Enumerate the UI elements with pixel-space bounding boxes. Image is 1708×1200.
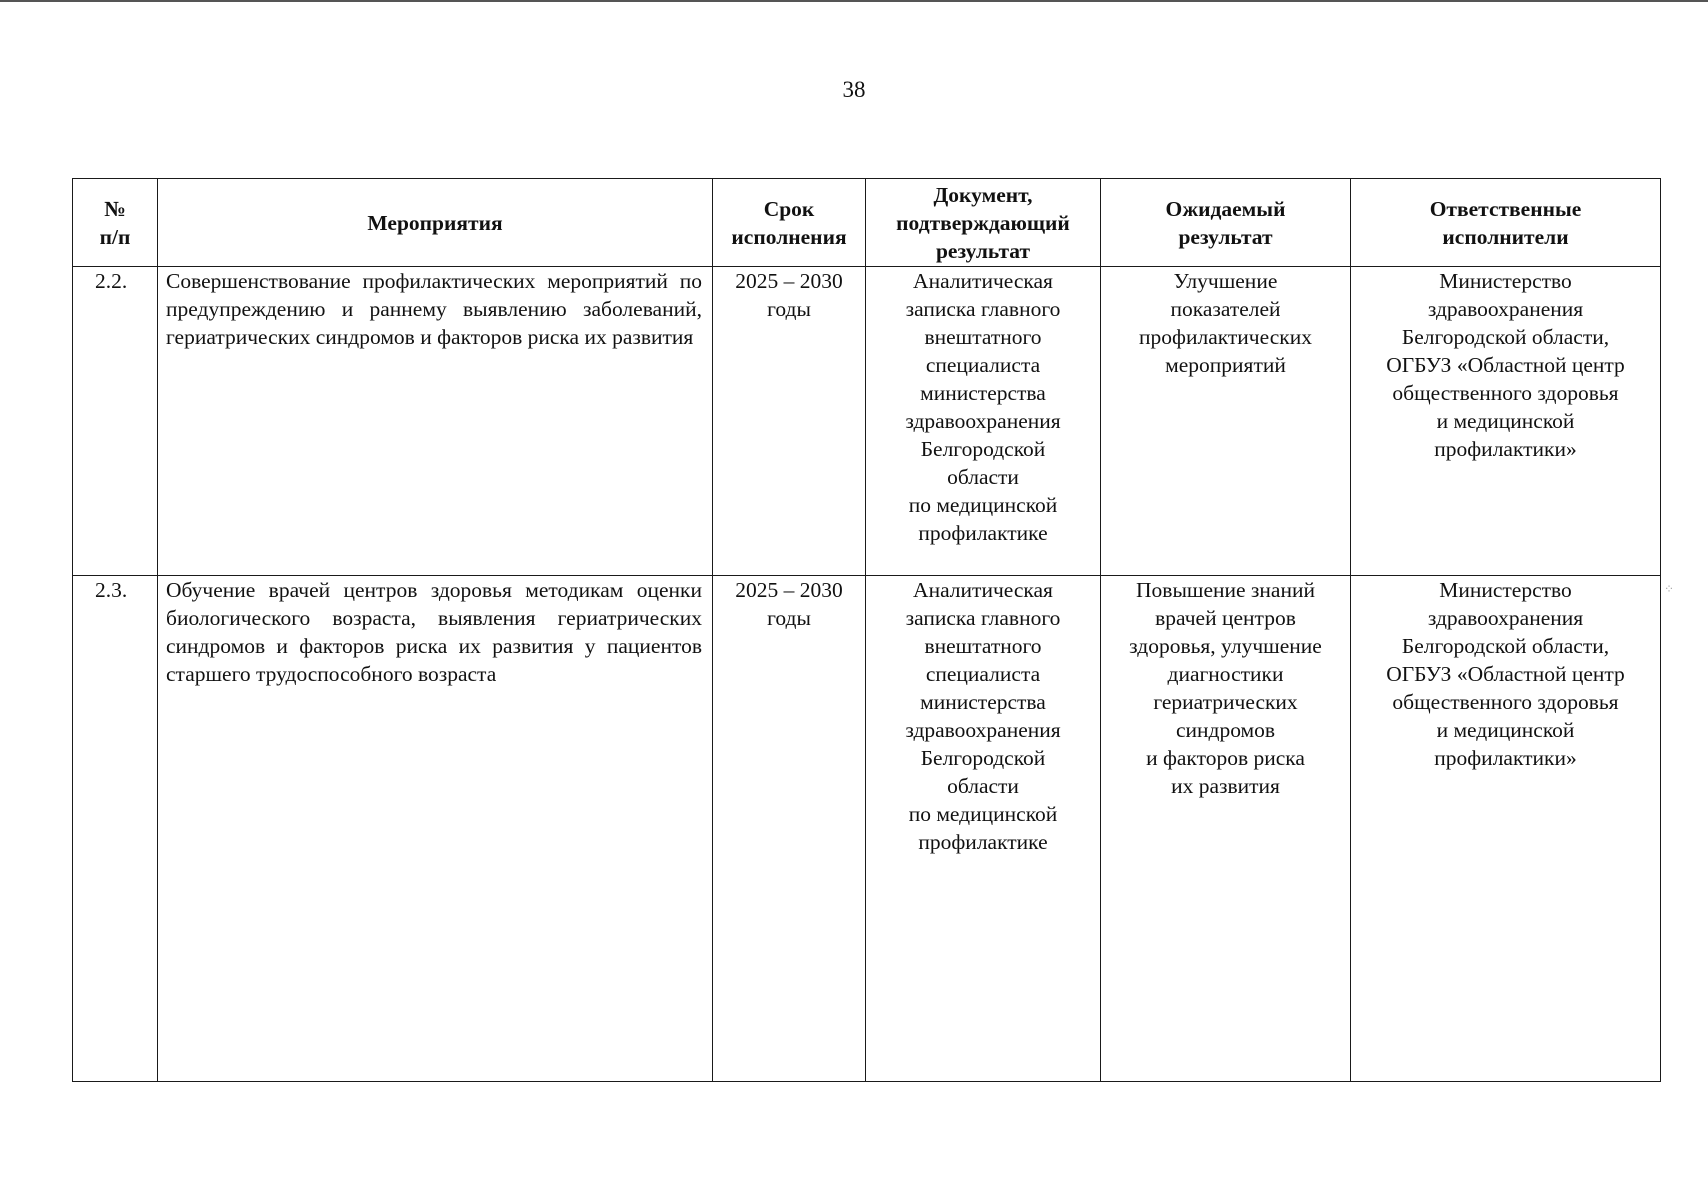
header-responsible [1351, 179, 1661, 267]
header-term-label: Срок исполнения [731, 196, 847, 249]
table-row [73, 267, 1661, 576]
top-scan-edge-line [0, 0, 1708, 2]
header-document [866, 179, 1101, 267]
row-term: 2025 – 2030 годы [713, 576, 866, 1082]
header-term [713, 179, 866, 267]
table-row [73, 576, 1661, 1082]
action-plan-table [72, 178, 1661, 1082]
header-row [73, 179, 1661, 267]
header-num [73, 179, 158, 267]
page-number: 38 [842, 77, 866, 102]
header-event-label: Мероприятия [367, 210, 503, 235]
scan-artifact-mark: ⁘ [1664, 582, 1675, 596]
row-event: Совершенствование профилактических мероприятий по предупреждению и раннему выявлению заболеваний, гериатрических синдромов и факторов риска их развития [158, 267, 713, 576]
row-responsible: Министерство здравоохранения Белгородской области, ОГБУЗ «Областной центр общественного здоровья и медицинской профилактики» [1351, 576, 1661, 1082]
row-result: Улучшение показателей профилактических мероприятий [1101, 267, 1351, 576]
row-term: 2025 – 2030 годы [713, 267, 866, 576]
row-number: 2.3. [73, 576, 158, 1082]
row-responsible: Министерство здравоохранения Белгородской области, ОГБУЗ «Областной центр общественного здоровья и медицинской профилактики» [1351, 267, 1661, 576]
header-event [158, 179, 713, 267]
header-result-label: Ожидаемый результат [1165, 196, 1286, 249]
header-responsible-label: Ответственные исполнители [1429, 196, 1582, 249]
row-document: Аналитическая записка главного внештатного специалиста министерства здравоохранения Белгородской области по медицинской профилактике [866, 576, 1101, 1082]
header-document-label: Документ, подтверждающий результат [896, 182, 1070, 263]
row-document: Аналитическая записка главного внештатного специалиста министерства здравоохранения Белгородской области по медицинской профилактике [866, 267, 1101, 576]
row-number: 2.2. [73, 267, 158, 576]
table-body [73, 267, 1661, 1082]
row-result: Повышение знаний врачей центров здоровья, улучшение диагностики гериатрических синдромов и факторов риска их развития [1101, 576, 1351, 1082]
header-num-label: № п/п [99, 196, 131, 249]
table-header [73, 179, 1661, 267]
header-result [1101, 179, 1351, 267]
row-event: Обучение врачей центров здоровья методикам оценки биологического возраста, выявления гериатрических синдромов и факторов риска их развития у пациентов старшего трудоспособного возраста [158, 576, 713, 1082]
